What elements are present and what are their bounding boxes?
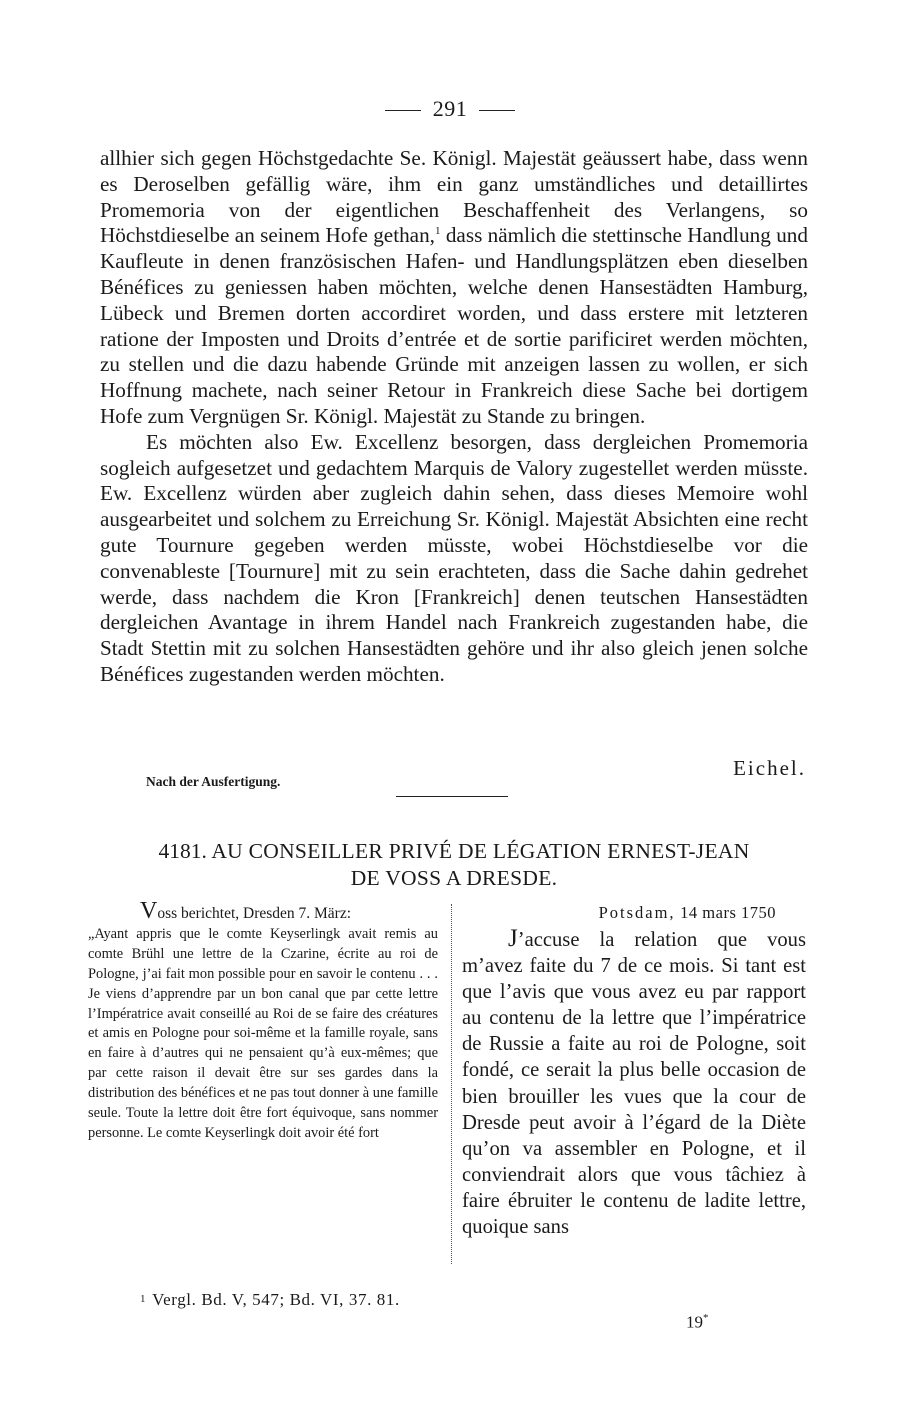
- left-dash: [385, 110, 421, 111]
- footnote: [140, 1290, 400, 1310]
- column-divider: [451, 904, 452, 1264]
- paragraph-1: [100, 146, 808, 430]
- report-excerpt: [88, 898, 438, 1144]
- document-number: 4181.: [158, 839, 207, 863]
- section-rule: [396, 796, 508, 797]
- source-note: Nach der Ausfertigung.: [146, 774, 281, 789]
- footnote-mark: 1: [140, 1293, 147, 1305]
- signature: Eichel.: [733, 756, 806, 780]
- heading-line-2: DE VOSS A DRESDE.: [350, 866, 558, 890]
- sheet-signature-mark: [686, 1312, 709, 1333]
- report-lead: [88, 898, 438, 925]
- document-heading: [98, 838, 810, 892]
- dateline-place: Potsdam,: [598, 903, 676, 922]
- page-number: [0, 96, 900, 122]
- dateline: [462, 900, 806, 926]
- drop-cap: V: [140, 898, 158, 924]
- paragraph-1-text: allhier sich gegen Höchstgedachte Se. Königl. Majestät geäussert habe, dass wenn es Deroselben gefällig wäre, ihm ein ganz umständliches und detaillirtes Promemoria von der eigentlichen Beschaffenheit des Verlangens, so Höchstdieselbe an seinem Hofe gethan,: [100, 146, 808, 248]
- initial-letter: J: [508, 925, 518, 952]
- footnote-ref: 1: [434, 225, 441, 238]
- footnote-text: Vergl. Bd. V, 547; Bd. VI, 37. 81.: [152, 1290, 400, 1309]
- letter-text-body: ’accuse la relation que vous m’avez faite du 7 de ce mois. Si tant est que l’avis que vous avez eu par rapport au contenu de la lettre que l’impératrice de Russie a faite au roi de Pologne, soit fondé, ce serait la plus belle occasion de bien brouiller les vues que la cour de Dresde peut avoir à l’égard de la Diète qu’on va assembler en Pologne, et il conviendrait alors que vous tâchiez à faire ébruiter le contenu de ladite lettre, quoique sans: [462, 929, 806, 1239]
- sheet-star: *: [703, 1312, 709, 1324]
- report-lead-text: oss berichtet, Dresden 7. März:: [157, 905, 352, 922]
- sheet-number: 19: [686, 1312, 703, 1332]
- heading-line-1: [98, 838, 810, 865]
- report-text: „Ayant appris que le comte Keyserlingk avait remis au comte Brühl une lettre de la Czarine, écrite au roi de Pologne, j’ai fait mon possible pour en savoir le contenu . . . Je viens d’apprendre par un bon canal que par cette lettre l’Impératrice avait conseillé au Roi de se faire des créatures et amis en Pologne pour soi-même et la famille royale, sans en faire à d’autres qui ne pensaient qu’à eux-mêmes; que par cette raison il devait être sur ses gardes dans la distribution des bénéfices et ne pas tout donner à une famille seule. Toute la lettre doit être fort équivoque, sans nommer personne. Le comte Keyserlingk doit avoir été fort: [88, 925, 438, 1141]
- letter-text: [462, 926, 806, 1240]
- paragraph-1-cont: dass nämlich die stettinsche Handlung und Kaufleute in denen französischen Hafen- und Handlungsplätzen eben dieselben Bénéfices zu geniessen haben möchten, welche denen Hansestädten Hamburg, Lübeck und Bremen dorten accordiret worden, und dass erstere mit letzteren ratione der Imposten und Droits d’entrée et de sortie parificiret werden möchten, zu stellen und die dazu habende Gründe mit anzeigen lassen zu wollen, er sich Hoffnung machete, nach seiner Retour in Frankreich diese Sache bei dortigem Hofe zum Vergnügen Sr. Königl. Majestät zu Stande zu bringen.: [100, 223, 808, 428]
- paragraph-2: Es möchten also Ew. Excellenz besorgen, dass dergleichen Promemoria sogleich aufgesetzet und gedachtem Marquis de Valory zugestellet werden müsste. Ew. Excellenz würden aber zugleich dahin sehen, dass dieses Memoire wohl ausgearbeitet und solchem zu Erreichung Sr. Königl. Majestät Absichten eine recht gute Tournure gegeben werden müsste, wobei Höchstdieselbe vor die convenableste [Tournure] mit zu sein erachteten, dass die Sache dahin gedrehet werde, dass nachdem die Kron [Frankreich] denen teutschen Hansestädten dergleichen Avantage in ihrem Handel nach Frankreich zugestanden habe, die Stadt Stettin mit zu solchen Hansestädten gehöre und ihr also gleich jenen solche Bénéfices zugestanden werden möchten.: [100, 429, 808, 686]
- heading-text-1: AU CONSEILLER PRIVÉ DE LÉGATION ERNEST-JEAN: [211, 839, 750, 863]
- letter-body: [462, 900, 806, 1240]
- right-dash: [479, 110, 515, 111]
- dateline-date: 14 mars 1750: [680, 903, 776, 922]
- page-number-text: 291: [432, 96, 468, 121]
- letter-continuation: [100, 146, 808, 688]
